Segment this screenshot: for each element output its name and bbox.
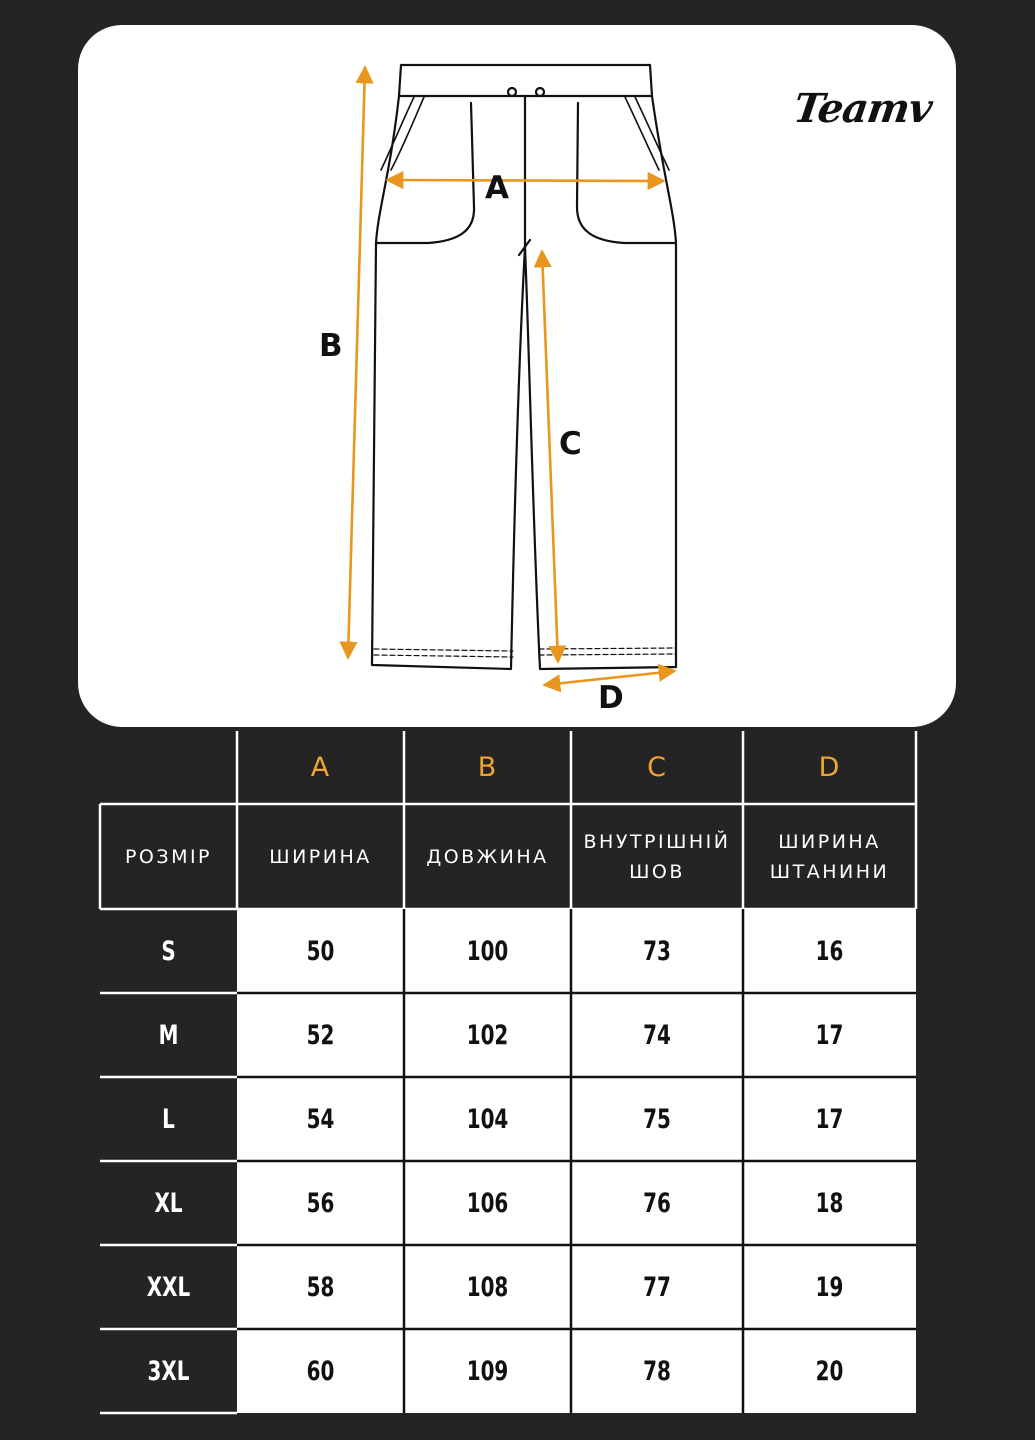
- size-cell: XL: [154, 1187, 183, 1219]
- value-cell: 74: [643, 1019, 671, 1051]
- value-cell: 75: [643, 1103, 671, 1135]
- value-cell: 102: [466, 1019, 509, 1051]
- value-cell: 17: [815, 1103, 844, 1135]
- value-cell: 52: [306, 1019, 335, 1051]
- value-cell: 60: [306, 1355, 335, 1387]
- value-cell: 20: [815, 1355, 844, 1387]
- value-cell: 19: [815, 1271, 844, 1303]
- brand-logo: Teamv: [790, 85, 935, 132]
- value-cell: 76: [643, 1187, 671, 1219]
- header-width: ШИРИНА: [269, 845, 372, 868]
- header-leg-width: ШИРИНА ШТАНИНИ: [769, 830, 890, 883]
- size-cell: XXL: [146, 1271, 191, 1303]
- value-cell: 78: [643, 1355, 671, 1387]
- column-letter-c: C: [647, 752, 667, 783]
- value-cell: 106: [466, 1187, 509, 1219]
- dimension-label-d: D: [598, 680, 624, 716]
- dimension-label-c: C: [559, 426, 582, 462]
- value-cell: 54: [306, 1103, 335, 1135]
- value-cell: 50: [306, 935, 335, 967]
- size-cell: 3XL: [147, 1355, 190, 1387]
- column-letter-b: B: [477, 752, 498, 783]
- value-cell: 109: [466, 1355, 509, 1387]
- value-cell: 16: [815, 935, 844, 967]
- value-cell: 104: [466, 1103, 509, 1135]
- header-length: ДОВЖИНА: [426, 845, 549, 868]
- value-cell: 17: [815, 1019, 844, 1051]
- value-cell: 77: [643, 1271, 671, 1303]
- dimension-label-b: B: [319, 328, 343, 364]
- column-letter-a: A: [310, 752, 331, 783]
- value-cell: 73: [643, 935, 671, 967]
- size-cell: L: [162, 1103, 175, 1135]
- size-cell: S: [161, 935, 176, 967]
- value-cell: 18: [815, 1187, 844, 1219]
- value-cell: 56: [306, 1187, 335, 1219]
- column-letter-d: D: [818, 752, 841, 783]
- header-size: РОЗМІР: [124, 845, 213, 868]
- dimension-label-a: A: [485, 170, 509, 206]
- header-inseam: ВНУТРІШНІЙ ШОВ: [583, 830, 731, 883]
- size-cell: M: [158, 1019, 179, 1051]
- value-cell: 100: [466, 935, 509, 967]
- value-cell: 108: [466, 1271, 509, 1303]
- value-cell: 58: [306, 1271, 335, 1303]
